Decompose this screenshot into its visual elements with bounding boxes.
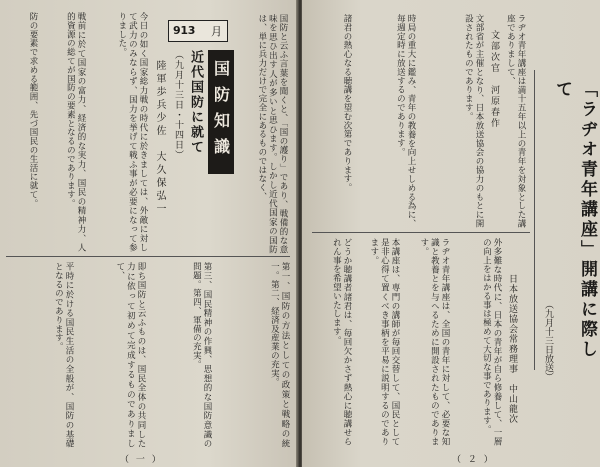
left-top-text-c: 戦前に於て国家の富力、経済的な実力、国民の精神力、人的資源の総てが国防の要素となるのであります。 — [65, 12, 86, 252]
bottom-article-author: 日本放送協会常務理事 中山龍次 — [507, 274, 517, 424]
right-page-number: （ ２ ） — [452, 455, 495, 465]
left-top-text-d: 防の要素で求める範囲、先づ国民の生活に就て。 — [28, 12, 38, 208]
category-label: 国防知識 — [208, 50, 234, 174]
left-page-number: （ 一 ） — [120, 455, 163, 465]
left-bottom-text-a: 第一、国防の方法としての政策と戦略の統一。第二、経済及産業の充実。 — [269, 262, 290, 448]
left-top-text-a: 国防と云ふ言葉を聞くと、「国の護り」であり、戦備的な意味を思ひ出す人が多いと思ひます。しかし近代国家の国防は、単に兵力だけで完全にあるものではなく、 — [256, 14, 288, 254]
left-page — [0, 0, 298, 467]
main-title-date: （九月十三日放送） — [543, 300, 553, 381]
left-bottom-text-b: 第三、国民精神の作興、思想的な国防意識の問題。第四、軍備の充実。 — [191, 262, 212, 448]
left-bottom-text-d: 平時に於ける国民生活の全般が、国防の基礎となるのであります。 — [53, 262, 74, 448]
right-bottom-text-c: 本講座は、専門の講師が毎回交替して、国民として是非心得て置くべき事柄を平易に説明するのであります。 — [368, 238, 400, 446]
article-title: 近代国防に就て — [188, 50, 203, 155]
issue-month: 月 — [211, 25, 222, 38]
article-author: 陸軍歩兵少佐 大久保弘一 — [154, 60, 165, 216]
right-bottom-text-a: 外多難な時代に、日本の青年が自ら修養して、一層の向上をはかる事は極めて大切な事であります。 — [481, 238, 502, 446]
right-top-text-b: 文部省が主催となり、日本放送協会の協力のもとに開設されたものであります。 — [463, 14, 484, 228]
right-top-text-a: ラヂオ青年講座は満十五年以上の青年を対象とした講座でありまして、 — [505, 14, 526, 228]
left-bottom-text-c: 即ち国防と云ふものは、国民全体の共同した力に依って初めて完成するものでありまして、 — [114, 262, 146, 448]
right-bottom-text-b: ラヂオ青年講座は、全国の青年に対して、必要な知識と教養とを与へるために開設されたものであります。 — [418, 238, 450, 446]
issue-badge — [168, 20, 228, 42]
right-top-text-d: 諸君の熱心なる聴講を望む次第であります。 — [342, 14, 352, 192]
right-top-text-c: 時局の重大に鑑み、青年の教養を向上せしめる為に、毎週定時に放送するのであります。 — [395, 14, 416, 228]
top-article-author: 文部次官 河原春作 — [489, 30, 499, 129]
right-bottom-text-d: どうか聴講者諸君は、毎回欠かさず熱心に聴講せられん事を希望いたします。 — [331, 238, 352, 446]
issue-number: 913 — [173, 24, 196, 37]
right-mid-rule — [312, 232, 530, 233]
main-title: 「ラヂオ青年講座」開講に際して — [552, 80, 597, 360]
left-top-text-b: 今日の如く国家総力戦の時代に於きましては、外敵に対して武力のみならず、国力を挙げて戦ふ事が必要になって参りました。 — [116, 12, 148, 252]
article-date: （九月十三日・十四日） — [173, 50, 183, 160]
title-rule — [534, 70, 535, 370]
left-mid-rule — [6, 256, 290, 257]
right-page — [302, 0, 600, 467]
